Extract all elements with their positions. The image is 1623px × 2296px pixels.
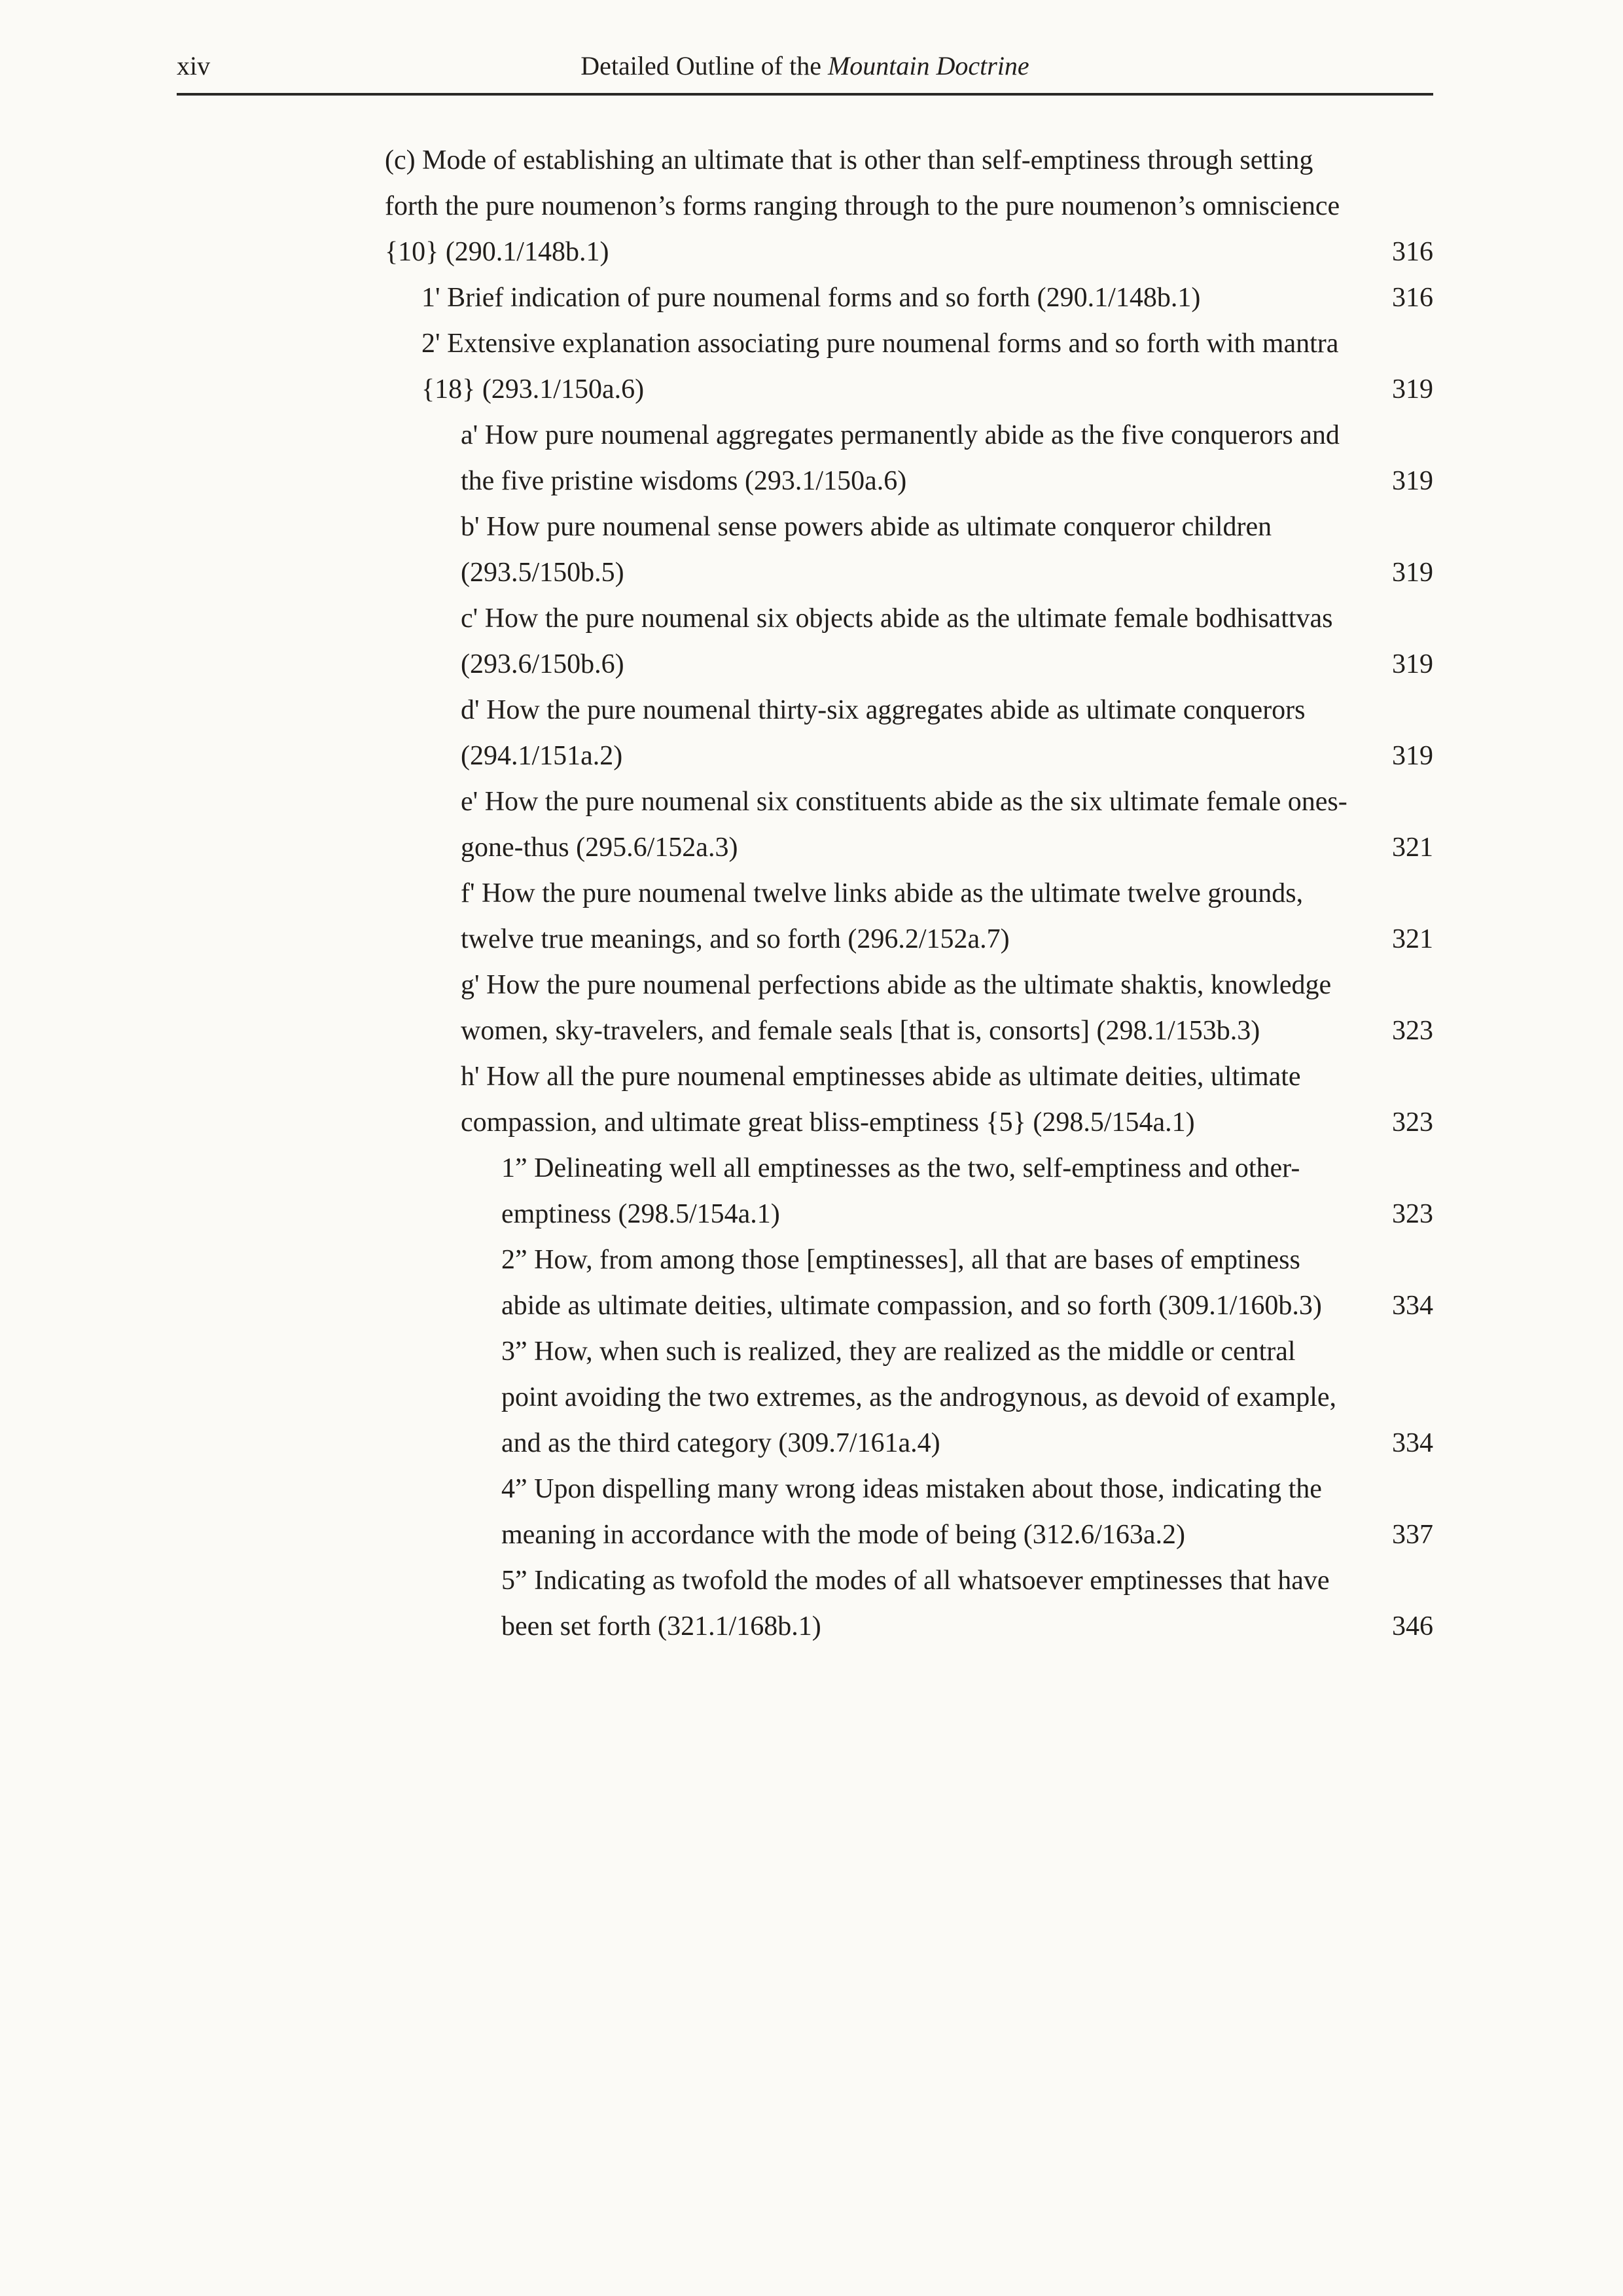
outline-entry-page-number: 334: [1392, 1291, 1433, 1321]
outline-entry-page-number: 323: [1392, 1016, 1433, 1046]
outline-entry: [385, 1054, 1433, 1145]
outline-entry: [385, 1237, 1433, 1329]
outline-entry: [385, 1466, 1433, 1558]
outline-entry: [385, 412, 1433, 504]
outline-entry-page-number: 346: [1392, 1611, 1433, 1641]
outline-entry-page-number: 337: [1392, 1520, 1433, 1550]
outline-entry-text: 4” Upon dispelling many wrong ideas mistaken about those, indicating the meaning in accordance with the mode of being (312.6/163a.2): [501, 1474, 1322, 1550]
outline-entry: [385, 687, 1433, 779]
outline-entry-page-number: 319: [1392, 374, 1433, 404]
outline-entry-text: (c) Mode of establishing an ultimate that is other than self-emptiness through setting forth the pure noumenon’s forms ranging through to the pure noumenon’s omniscience {10} (290.1/148b.1): [385, 145, 1340, 267]
outline-entry-text: e' How the pure noumenal six constituents abide as the six ultimate female ones-gone-thus (295.6/152a.3): [461, 787, 1347, 863]
outline-entry-text: b' How pure noumenal sense powers abide as ultimate conqueror children (293.5/150b.5): [461, 512, 1272, 588]
outline-entry: [385, 321, 1433, 412]
page-header-title: [177, 50, 1433, 82]
outline-entry-text: h' How all the pure noumenal emptinesses abide as ultimate deities, ultimate compassion, and ultimate great bliss-emptiness {5} (298.5/154a.1): [461, 1062, 1301, 1138]
outline-entry-text: 3” How, when such is realized, they are realized as the middle or central point avoiding the two extremes, as the androgynous, as devoid of example, and as the third category (309.7/161a.4): [501, 1336, 1337, 1458]
outline-entry-page-number: 323: [1392, 1107, 1433, 1138]
outline-entry-text: f' How the pure noumenal twelve links abide as the ultimate twelve grounds, twelve true meanings, and so forth (296.2/152a.7): [461, 878, 1304, 954]
outline-entry: [385, 596, 1433, 687]
outline-entry-text: c' How the pure noumenal six objects abide as the ultimate female bodhisattvas (293.6/150b.6): [461, 603, 1333, 679]
outline-entry-page-number: 321: [1392, 833, 1433, 863]
outline-entry: [385, 870, 1433, 962]
outline-entry: [385, 504, 1433, 596]
outline-entry: [385, 962, 1433, 1054]
outline-entry-page-number: 334: [1392, 1428, 1433, 1458]
outline-entry-text: 5” Indicating as twofold the modes of all whatsoever emptinesses that have been set forth (321.1/168b.1): [501, 1566, 1330, 1641]
folio-page-number: xiv: [177, 51, 211, 81]
outline-entry-page-number: 319: [1392, 649, 1433, 679]
outline-entry-page-number: 319: [1392, 558, 1433, 588]
page-content: [177, 50, 1433, 1649]
header-title-book-name: Mountain Doctrine: [827, 51, 1029, 81]
outline-entry-text: a' How pure noumenal aggregates permanently abide as the five conquerors and the five pristine wisdoms (293.1/150a.6): [461, 420, 1340, 496]
outline-entry-page-number: 316: [1392, 237, 1433, 267]
outline-list: [385, 137, 1433, 1649]
outline-entry: [385, 275, 1433, 321]
outline-entry-text: g' How the pure noumenal perfections abide as the ultimate shaktis, knowledge women, sky-travelers, and female seals [that is, consorts] (298.1/153b.3): [461, 970, 1332, 1046]
outline-entry: [385, 1558, 1433, 1649]
outline-entry-text: 1” Delineating well all emptinesses as the two, self-emptiness and other-emptiness (298.5/154a.1): [501, 1153, 1300, 1229]
outline-entry-text: 2' Extensive explanation associating pure noumenal forms and so forth with mantra {18} (293.1/150a.6): [421, 329, 1339, 404]
outline-entry-text: d' How the pure noumenal thirty-six aggregates abide as ultimate conquerors (294.1/151a.2): [461, 695, 1306, 771]
outline-entry-page-number: 316: [1392, 283, 1433, 313]
outline-entry: [385, 137, 1433, 275]
outline-entry-page-number: 319: [1392, 741, 1433, 771]
header-title-prefix: Detailed Outline of the: [580, 51, 828, 81]
header-rule: [177, 93, 1433, 96]
outline-entry: [385, 1145, 1433, 1237]
outline-entry-page-number: 319: [1392, 466, 1433, 496]
running-header: [177, 50, 1433, 82]
outline-entry-text: 1' Brief indication of pure noumenal forms and so forth (290.1/148b.1): [421, 283, 1201, 313]
outline-entry: [385, 1329, 1433, 1466]
outline-entry-text: 2” How, from among those [emptinesses], all that are bases of emptiness abide as ultimate deities, ultimate compassion, and so forth (309.1/160b.3): [501, 1245, 1322, 1321]
outline-entry-page-number: 323: [1392, 1199, 1433, 1229]
outline-entry: [385, 779, 1433, 870]
outline-entry-page-number: 321: [1392, 924, 1433, 954]
